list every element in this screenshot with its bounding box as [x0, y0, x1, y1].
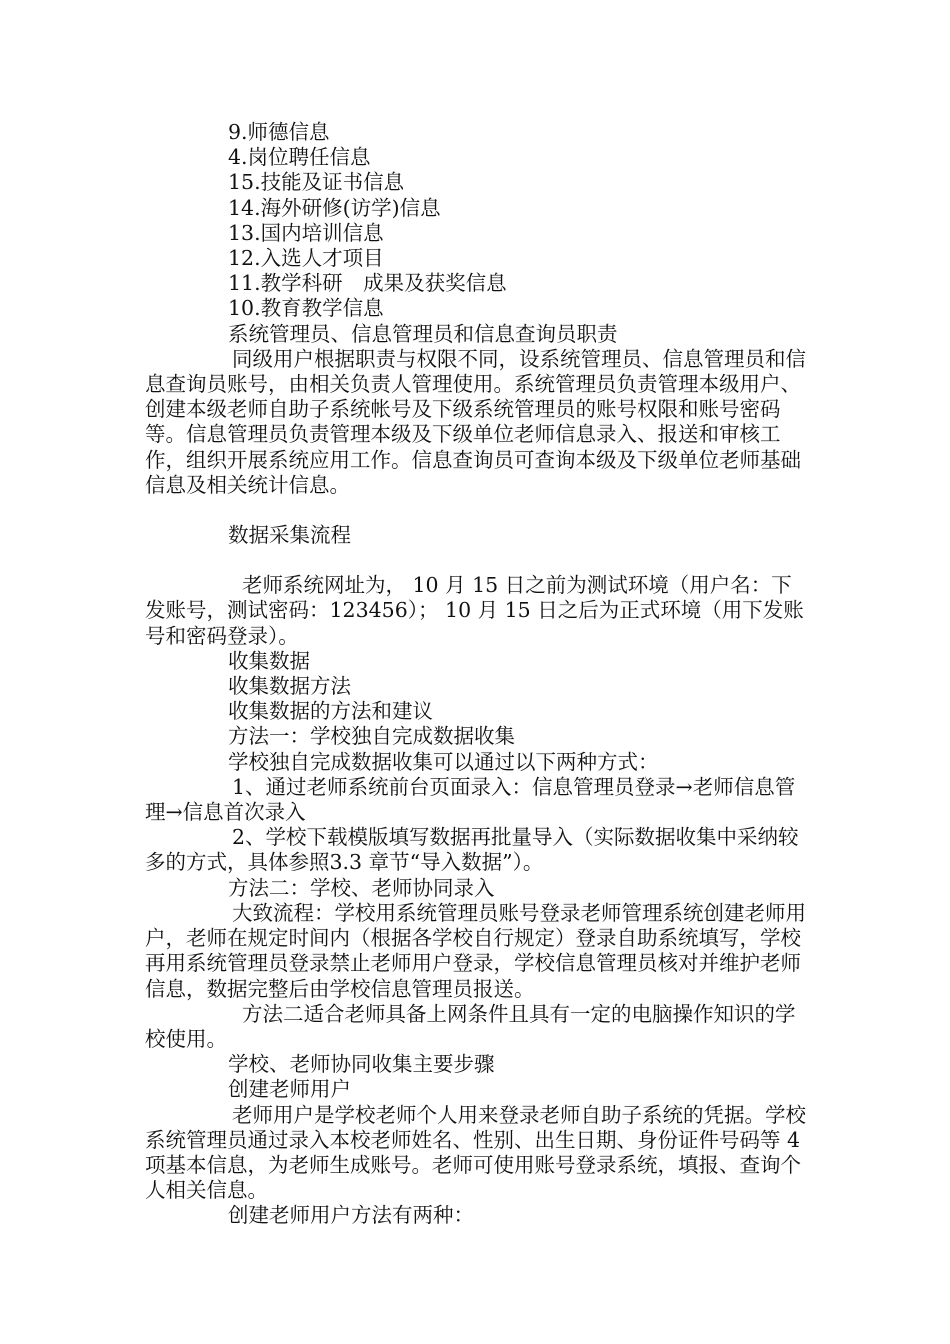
heading-collect-method: 收集数据方法: [228, 674, 351, 699]
heading-steps: 学校、老师协同收集主要步骤: [228, 1052, 495, 1077]
paragraph-user: 老师用户是学校老师个人用来登录老师自助子系统的凭据。学校系统管理员通过录入本校老师姓名、性别、出生日期、身份证件号码等 4 项基本信息，为老师生成账号。老师可使用账号登录系统，填报、查询个人相关信息。: [145, 1102, 806, 1203]
line-method-one-intro: 学校独自完成数据收集可以通过以下两种方式：: [228, 749, 659, 774]
list-item: 14.海外研修(访学)信息: [228, 195, 441, 220]
heading-method-one: 方法一：学校独自完成数据收集: [228, 724, 515, 749]
list-item: 12.入选人才项目: [228, 246, 384, 271]
list-item: 9.师德信息: [228, 120, 330, 144]
paragraph-fit: 方法二适合老师具备上网条件且具有一定的电脑操作知识的学校使用。: [145, 1001, 796, 1051]
list-item: 4.岗位聘任信息: [228, 145, 371, 170]
heading-collect: 收集数据: [228, 648, 310, 673]
heading-method-two: 方法二：学校、老师协同录入: [228, 875, 495, 900]
paragraph-site: 老师系统网址为， 10 月 15 日之前为测试环境（用户名：下发账号，测试密码：123456）； 10 月 15 日之后为正式环境（用下发账号和密码登录）。: [145, 573, 804, 648]
list-item: 11.教学科研 成果及获奖信息: [228, 271, 507, 296]
paragraph-method-1: 1、通过老师系统前台页面录入：信息管理员登录→老师信息管理→信息首次录入: [145, 774, 796, 825]
section-heading-roles: 系统管理员、信息管理员和信息查询员职责: [228, 321, 618, 346]
heading-create-user: 创建老师用户: [228, 1077, 351, 1102]
line-create-user-methods: 创建老师用户方法有两种：: [228, 1203, 474, 1228]
paragraph-flow: 大致流程：学校用系统管理员账号登录老师管理系统创建老师用户，老师在规定时间内（根据各学校自行规定）登录自助系统填写，学校再用系统管理员登录禁止老师用户登录，学校信息管理员核对并维护老师信息，数据完整后由学校信息管理员报送。: [145, 900, 806, 1001]
paragraph-roles: 同级用户根据职责与权限不同，设系统管理员、信息管理员和信息查询员账号，由相关负责人管理使用。系统管理员负责管理本级用户、创建本级老师自助子系统帐号及下级系统管理员的账号权限和账号密码等。信息管理员负责管理本级及下级单位老师信息录入、报送和审核工作，组织开展系统应用工作。信息查询员可查询本级及下级单位老师基础信息及相关统计信息。: [145, 346, 806, 497]
document-body: [145, 120, 810, 1229]
heading-collect-advice: 收集数据的方法和建议: [228, 699, 433, 724]
list-item: 10.教育教学信息: [228, 296, 384, 321]
paragraph-method-2: 2、学校下载模版填写数据再批量导入（实际数据收集中采纳较多的方式，具体参照3.3 章节“导入数据”）。: [145, 825, 799, 875]
list-item: 15.技能及证书信息: [228, 170, 405, 195]
list-item: 13.国内培训信息: [228, 220, 384, 245]
section-heading-flow: 数据采集流程: [228, 523, 351, 548]
